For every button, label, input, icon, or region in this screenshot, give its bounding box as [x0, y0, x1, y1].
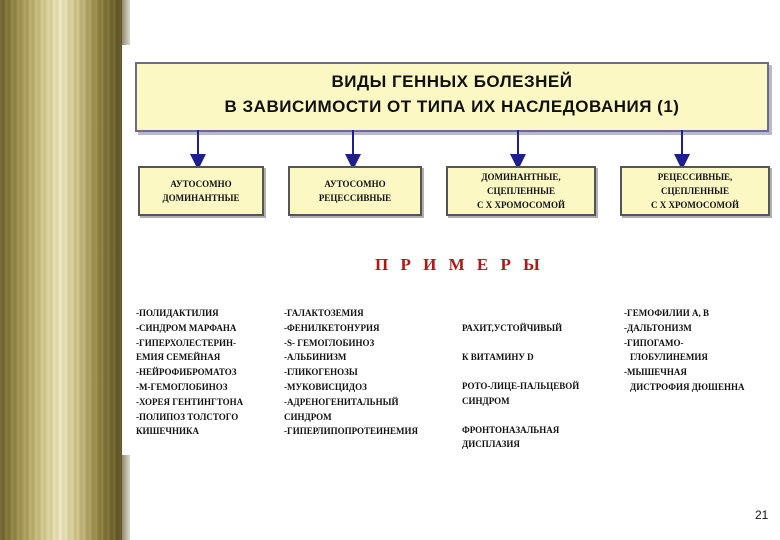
category-label: РЕЦЕССИВНЫЕ,	[657, 172, 733, 182]
example-item: -ГИПЕРХОЛЕСТЕРИН-	[136, 337, 237, 348]
example-item: -ФЕНИЛКЕТОНУРИЯ	[284, 322, 380, 333]
example-item: -МЫШЕЧНАЯ	[624, 367, 687, 378]
example-item: -ГАЛАКТОЗЕМИЯ	[284, 308, 364, 318]
examples-title: П Р И М Е Р Ы	[375, 255, 544, 274]
example-item	[462, 306, 579, 321]
example-item: РОТО-ЛИЦЕ-ПАЛЬЦЕВОЙ	[462, 380, 580, 391]
example-item: КИШЕЧНИКА	[136, 426, 200, 437]
example-item: -СИНДРОМ МАРФАНА	[136, 322, 237, 333]
example-item: ДИСПЛАЗИЯ	[462, 439, 520, 450]
category-label: СЦЕПЛЕННЫЕ	[660, 186, 730, 196]
example-item	[462, 335, 579, 350]
category-autosomal-recessive	[288, 166, 422, 216]
category-label: ДОМИНАНТНЫЕ,	[481, 172, 561, 182]
example-item: -ДАЛЬТОНИЗМ	[624, 322, 692, 333]
example-item: К ВИТАМИНУ D	[462, 351, 534, 362]
category-label: С Х ХРОМОСОМОЙ	[476, 200, 566, 210]
title-line-2: В ЗАВИСИМОСТИ ОТ ТИПА ИХ НАСЛЕДОВАНИЯ (1)	[224, 97, 680, 116]
example-item: -ГИПЕРЛИПОПРОТЕИНЕМИЯ	[284, 426, 419, 437]
example-item	[462, 408, 579, 423]
category-label: АУТОСОМНО	[324, 179, 386, 189]
examples-column-2	[284, 306, 418, 439]
example-item: -ГЛИКОГЕНОЗЫ	[284, 367, 358, 378]
example-item	[462, 364, 579, 379]
category-autosomal-dominant	[138, 166, 264, 216]
category-x-linked-dominant	[446, 166, 596, 216]
example-item: РАХИТ,УСТОЙЧИВЫЙ	[462, 322, 563, 333]
title-line-1: ВИДЫ ГЕННЫХ БОЛЕЗНЕЙ	[331, 72, 573, 91]
example-item: СИНДРОМ	[284, 411, 332, 422]
category-label: РЕЦЕССИВНЫЕ	[318, 193, 392, 203]
example-item: ДИСТРОФИЯ ДЮШЕННА	[630, 381, 745, 392]
example-item: -АЛЬБИНИЗМ	[284, 352, 347, 363]
example-item: ФРОНТОНАЗАЛЬНАЯ	[462, 424, 560, 435]
example-item: -МУКОВИСЦИДОЗ	[284, 381, 367, 392]
example-item: -ПОЛИПОЗ ТОЛСТОГО	[136, 411, 239, 422]
examples-column-1	[136, 306, 243, 439]
example-item: ГЛОБУЛИНЕМИЯ	[630, 352, 708, 363]
examples-column-4	[624, 306, 744, 395]
example-item: -НЕЙРОФИБРОМАТОЗ	[136, 367, 237, 378]
example-item: -ГИПОГАМО-	[624, 337, 684, 348]
slide-number: 21	[755, 508, 769, 522]
example-item: ЕМИЯ СЕМЕЙНАЯ	[136, 352, 221, 363]
example-item: -АДРЕНОГЕНИТАЛЬНЫЙ	[284, 396, 399, 407]
category-label: СЦЕПЛЕННЫЕ	[486, 186, 556, 196]
category-label: С Х ХРОМОСОМОЙ	[650, 200, 740, 210]
example-item: -ГЕМОФИЛИИ А, В	[624, 308, 710, 318]
category-label: АУТОСОМНО	[170, 179, 232, 189]
example-item: -ПОЛИДАКТИЛИЯ	[136, 308, 219, 318]
category-label: ДОМИНАНТНЫЕ	[162, 193, 240, 203]
example-item: -S- ГЕМОГЛОБИНОЗ	[284, 337, 375, 348]
examples-column-3	[462, 306, 579, 452]
category-x-linked-recessive	[620, 166, 770, 216]
example-item: -ХОРЕЯ ГЕНТИНГТОНА	[136, 396, 244, 407]
example-item: СИНДРОМ	[462, 395, 510, 406]
example-item: -М-ГЕМОГЛОБИНОЗ	[136, 381, 228, 392]
